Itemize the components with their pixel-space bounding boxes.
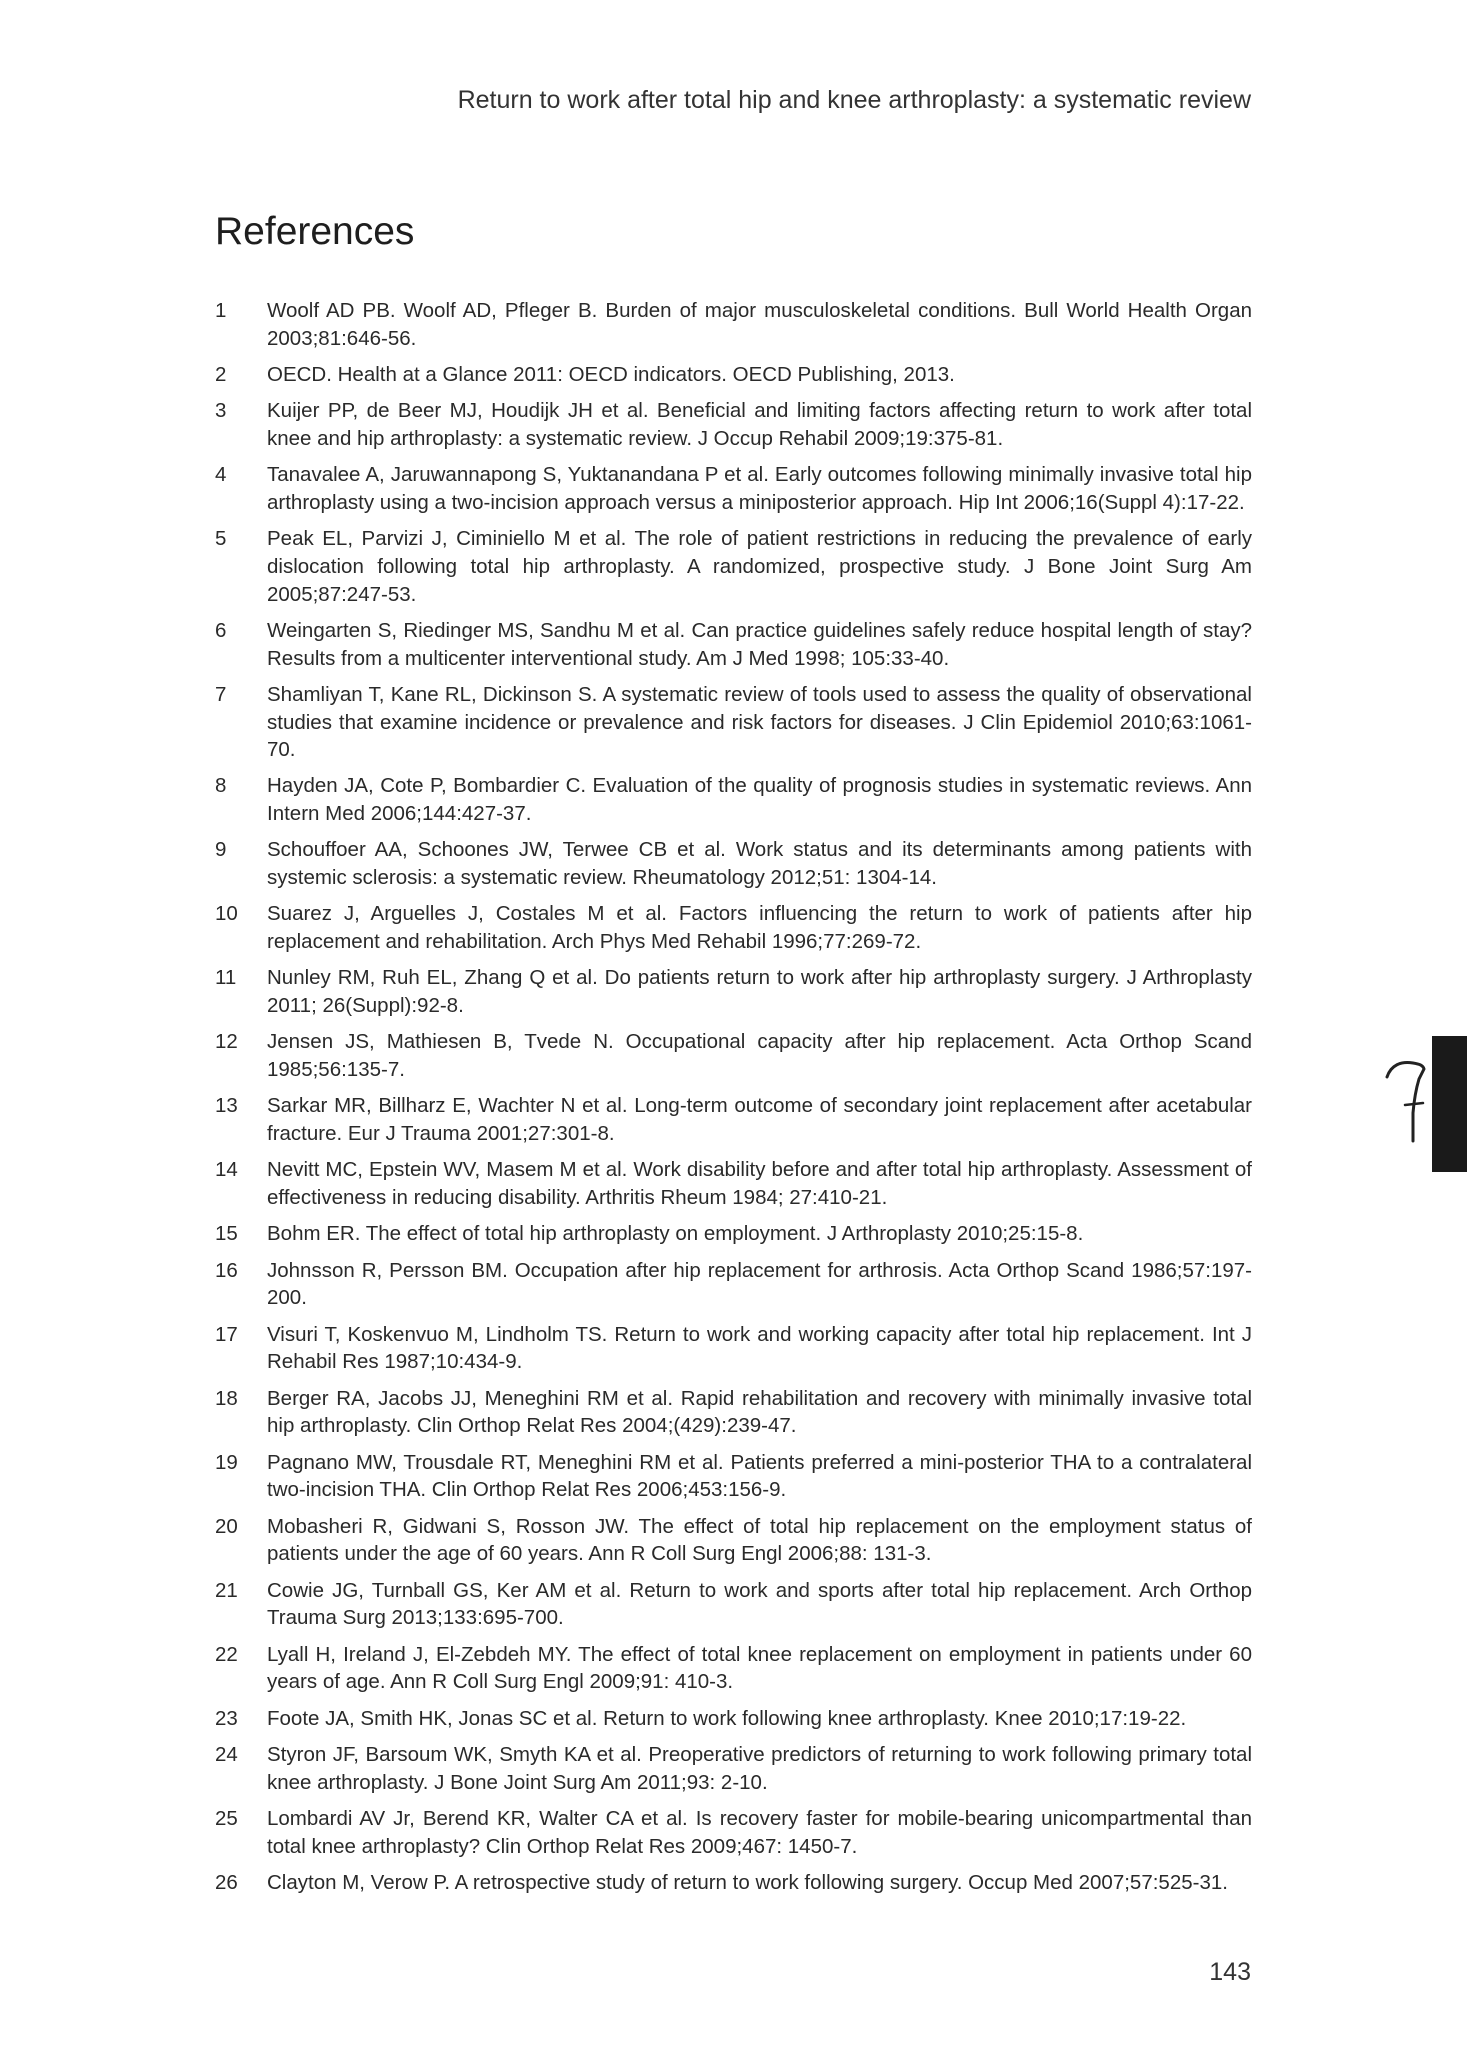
reference-text: Kuijer PP, de Beer MJ, Houdijk JH et al. Beneficial and limiting factors affecting return to work after total knee and hip arthroplasty: a systematic review. J Occup Rehabil 2009;19:375-81.: [267, 399, 1252, 450]
reference-item: [215, 836, 1252, 891]
reference-text: Peak EL, Parvizi J, Ciminiello M et al. The role of patient restrictions in reducing the prevalence of early dislocation following total hip arthroplasty. A randomized, prospective study. J Bone Joint Surg Am 2005;87:247-53.: [267, 527, 1252, 606]
reference-number: 9: [215, 838, 227, 862]
reference-number: 3: [215, 399, 227, 423]
reference-text: Clayton M, Verow P. A retrospective study of return to work following surgery. Occup Med 2007;57:525-31.: [267, 1871, 1228, 1895]
reference-number: 16: [215, 1258, 238, 1282]
reference-number: 1: [215, 299, 227, 322]
reference-text: Shamliyan T, Kane RL, Dickinson S. A systematic review of tools used to assess the quality of observational studies that examine incidence or prevalence and risk factors for diseases. J Clin Epidemiol 2010;63:1061-70.: [267, 682, 1252, 762]
chapter-tab: [1432, 1036, 1467, 1172]
reference-number: 22: [215, 1642, 238, 1666]
reference-text: OECD. Health at a Glance 2011: OECD indicators. OECD Publishing, 2013.: [267, 362, 955, 386]
reference-number: 7: [215, 682, 227, 706]
section-title: References: [215, 210, 415, 253]
reference-item: [215, 1385, 1252, 1440]
reference-number: 14: [215, 1158, 238, 1182]
reference-number: 11: [215, 966, 237, 990]
reference-item: [215, 1869, 1252, 1897]
reference-text: Woolf AD PB. Woolf AD, Pfleger B. Burden of major musculoskeletal conditions. Bull World Health Organ 2003;81:646-56.: [267, 299, 1252, 350]
reference-number: 17: [215, 1322, 238, 1346]
reference-text: Bohm ER. The effect of total hip arthroplasty on employment. J Arthroplasty 2010;25:15-8.: [267, 1222, 1084, 1246]
chapter-number-mark: [1383, 1055, 1427, 1145]
reference-text: Weingarten S, Riedinger MS, Sandhu M et al. Can practice guidelines safely reduce hospital length of stay? Results from a multicenter interventional study. Am J Med 1998; 105:33-40.: [267, 618, 1252, 670]
reference-number: 6: [215, 618, 227, 642]
reference-text: Nevitt MC, Epstein WV, Masem M et al. Work disability before and after total hip arthroplasty. Assessment of effectiveness in reducing disability. Arthritis Rheum 1984; 27:410-21.: [267, 1158, 1252, 1209]
reference-item: [215, 964, 1252, 1019]
reference-item: [215, 772, 1252, 827]
reference-number: 15: [215, 1222, 238, 1246]
reference-item: [215, 397, 1252, 452]
reference-number: 2: [215, 362, 227, 386]
running-header: Return to work after total hip and knee arthroplasty: a systematic review: [457, 86, 1251, 114]
reference-text: Berger RA, Jacobs JJ, Meneghini RM et al. Rapid rehabilitation and recovery with minimally invasive total hip arthroplasty. Clin Orthop Relat Res 2004;(429):239-47.: [267, 1386, 1252, 1438]
reference-text: Cowie JG, Turnball GS, Ker AM et al. Return to work and sports after total hip replacement. Arch Orthop Trauma Surg 2013;133:695-700.: [267, 1578, 1252, 1630]
reference-number: 26: [215, 1871, 238, 1895]
reference-item: [215, 1805, 1252, 1860]
reference-number: 13: [215, 1094, 238, 1118]
reference-item: [215, 1513, 1252, 1568]
page-number: 143: [1209, 1958, 1251, 1986]
reference-text: Hayden JA, Cote P, Bombardier C. Evaluation of the quality of prognosis studies in systematic reviews. Ann Intern Med 2006;144:427-37.: [267, 774, 1252, 826]
reference-text: Nunley RM, Ruh EL, Zhang Q et al. Do patients return to work after hip arthroplasty surgery. J Arthroplasty 2011; 26(Suppl):92-8.: [267, 966, 1252, 1018]
reference-text: Styron JF, Barsoum WK, Smyth KA et al. Preoperative predictors of returning to work following primary total knee arthroplasty. J Bone Joint Surg Am 2011;93: 2-10.: [267, 1743, 1252, 1794]
reference-text: Mobasheri R, Gidwani S, Rosson JW. The effect of total hip replacement on the employment status of patients under the age of 60 years. Ann R Coll Surg Engl 2006;88: 131-3.: [267, 1514, 1252, 1566]
reference-text: Tanavalee A, Jaruwannapong S, Yuktanandana P et al. Early outcomes following minimally invasive total hip arthroplasty using a two-incision approach versus a miniposterior approach. Hip Int 2006;16(Suppl 4):17-22.: [267, 463, 1252, 514]
reference-item: [215, 617, 1252, 672]
reference-item: [215, 900, 1252, 955]
reference-number: 8: [215, 774, 227, 798]
reference-number: 19: [215, 1450, 238, 1474]
reference-item: [215, 1741, 1252, 1796]
reference-item: [215, 1257, 1252, 1312]
reference-number: 25: [215, 1807, 238, 1831]
reference-item: [215, 525, 1252, 608]
reference-item: [215, 1092, 1252, 1147]
reference-item: [215, 1705, 1252, 1733]
reference-text: Pagnano MW, Trousdale RT, Meneghini RM et al. Patients preferred a mini-posterior THA to a contralateral two-incision THA. Clin Orthop Relat Res 2006;453:156-9.: [267, 1450, 1252, 1502]
reference-list: [215, 297, 1252, 1905]
reference-item: [215, 1577, 1252, 1632]
reference-item: [215, 1156, 1252, 1211]
reference-text: Suarez J, Arguelles J, Costales M et al. Factors influencing the return to work of patients after hip replacement and rehabilitation. Arch Phys Med Rehabil 1996;77:269-72.: [267, 902, 1252, 954]
reference-item: [215, 681, 1252, 764]
reference-text: Visuri T, Koskenvuo M, Lindholm TS. Return to work and working capacity after total hip replacement. Int J Rehabil Res 1987;10:434-9.: [267, 1322, 1252, 1374]
reference-item: [215, 1321, 1252, 1376]
reference-number: 20: [215, 1514, 238, 1538]
reference-number: 12: [215, 1030, 238, 1054]
reference-text: Foote JA, Smith HK, Jonas SC et al. Return to work following knee arthroplasty. Knee 2010;17:19-22.: [267, 1706, 1187, 1730]
reference-item: [215, 361, 1252, 389]
reference-item: [215, 1641, 1252, 1696]
reference-number: 21: [215, 1578, 238, 1602]
reference-text: Schouffoer AA, Schoones JW, Terwee CB et al. Work status and its determinants among patients with systemic sclerosis: a systematic review. Rheumatology 2012;51: 1304-14.: [267, 838, 1252, 890]
reference-text: Jensen JS, Mathiesen B, Tvede N. Occupational capacity after hip replacement. Acta Orthop Scand 1985;56:135-7.: [267, 1030, 1252, 1082]
reference-text: Lyall H, Ireland J, El-Zebdeh MY. The effect of total knee replacement on employment in patients under 60 years of age. Ann R Coll Surg Engl 2009;91: 410-3.: [267, 1642, 1252, 1694]
reference-number: 18: [215, 1386, 238, 1410]
reference-text: Sarkar MR, Billharz E, Wachter N et al. Long-term outcome of secondary joint replacement after acetabular fracture. Eur J Trauma 2001;27:301-8.: [267, 1094, 1252, 1145]
reference-number: 4: [215, 463, 227, 487]
reference-item: [215, 297, 1252, 352]
reference-number: 23: [215, 1706, 238, 1730]
reference-item: [215, 1449, 1252, 1504]
reference-number: 10: [215, 902, 238, 926]
reference-item: [215, 461, 1252, 516]
reference-text: Lombardi AV Jr, Berend KR, Walter CA et al. Is recovery faster for mobile-bearing unicompartmental than total knee arthroplasty? Clin Orthop Relat Res 2009;467: 1450-7.: [267, 1807, 1252, 1858]
reference-text: Johnsson R, Persson BM. Occupation after hip replacement for arthrosis. Acta Orthop Scand 1986;57:197-200.: [267, 1258, 1252, 1310]
reference-item: [215, 1028, 1252, 1083]
reference-item: [215, 1220, 1252, 1248]
reference-number: 24: [215, 1743, 238, 1767]
reference-number: 5: [215, 527, 227, 551]
